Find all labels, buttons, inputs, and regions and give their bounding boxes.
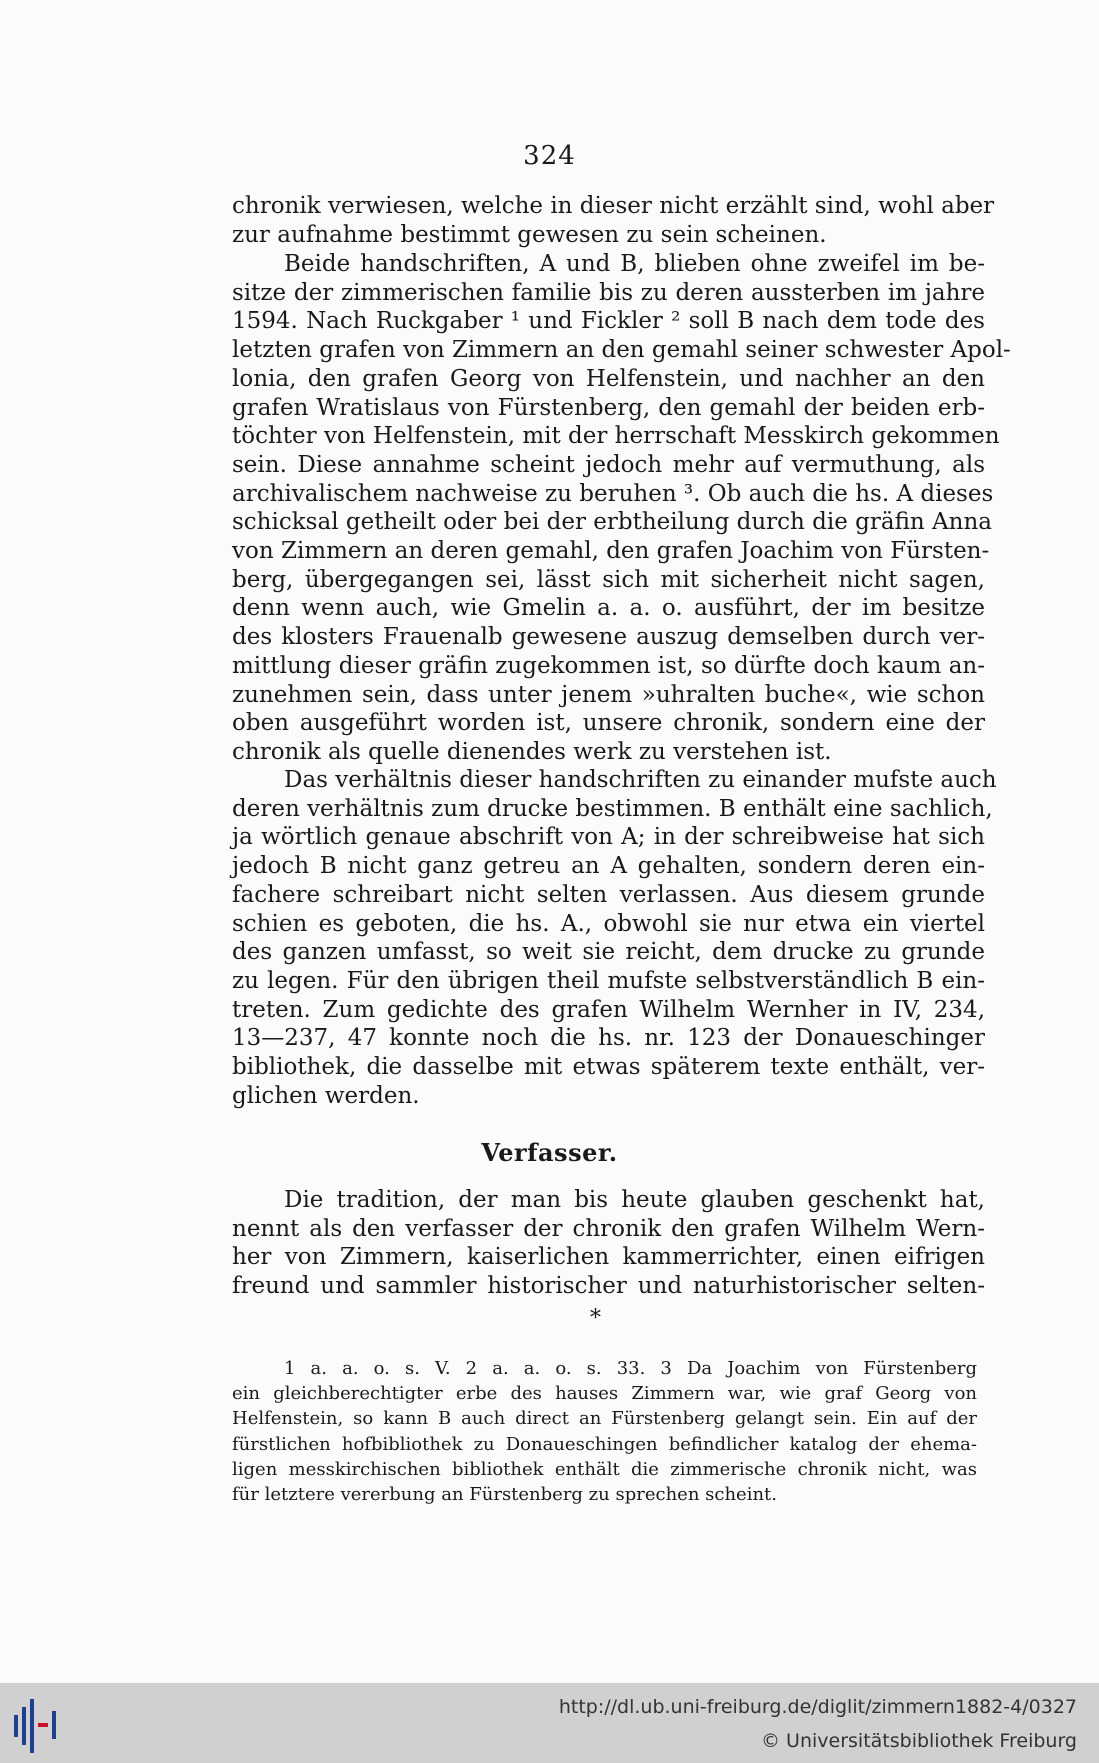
paragraph-handschriften: [232, 250, 1011, 767]
footnote-line: für letztere vererbung an Fürstenberg zu sprechen scheint.: [232, 1484, 778, 1506]
text-line: zunehmen sein, dass unter jenem »uhralten buche«, wie schon: [232, 681, 985, 708]
text-line: chronik verwiesen, welche in dieser nicht erzählt sind, wohl aber: [232, 193, 995, 219]
text-line: freund und sammler historischer und naturhistorischer selten-: [232, 1273, 985, 1300]
text-line: mittlung dieser gräfin zugekommen ist, so dürfte doch kaum an-: [232, 652, 985, 679]
text-line: deren verhältnis zum drucke bestimmen. B enthält eine sachlich,: [232, 795, 993, 822]
text-line: denn wenn auch, wie Gmelin a. a. o. ausführt, der im besitze: [232, 595, 985, 622]
text-line: Beide handschriften, A und B, blieben ohne zweifel im be-: [284, 251, 985, 277]
text-line: berg, übergegangen sei, lässt sich mit sicherheit nicht sagen,: [232, 566, 985, 593]
text-line: zu legen. Für den übrigen theil mufste selbstverständlich B ein-: [232, 967, 985, 994]
text-line: jedoch B nicht ganz getreu an A gehalten, sondern deren ein-: [232, 853, 985, 880]
footnote-line: ein gleichberechtigter erbe des hauses Zimmern war, wie graf Georg von: [232, 1383, 977, 1405]
text-line: des ganzen umfasst, so weit sie reicht, dem drucke zu grunde: [232, 939, 985, 966]
text-line: her von Zimmern, kaiserlichen kammerrichter, einen eifrigen: [232, 1244, 985, 1271]
text-line: sein. Diese annahme scheint jedoch mehr auf vermuthung, als: [232, 451, 985, 478]
text-line: ja wörtlich genaue abschrift von A; in der schreibweise hat sich: [232, 824, 985, 851]
page-number: 324: [523, 141, 576, 171]
footnote-line: 1 a. a. o. s. V. 2 a. a. o. s. 33. 3 Da Joachim von Fürstenberg: [284, 1358, 977, 1379]
paragraph-verhaeltnis: [232, 766, 997, 1110]
text-line: treten. Zum gedichte des grafen Wilhelm Wernher in IV, 234,: [232, 996, 985, 1023]
footnote-line: ligen messkirchischen bibliothek enthält die zimmerische chronik nicht, was: [232, 1458, 977, 1480]
ub-freiburg-logo-icon[interactable]: [8, 1697, 68, 1753]
text-line: glichen werden.: [232, 1082, 420, 1109]
text-line: letzten grafen von Zimmern an den gemahl seiner schwester Apol-: [232, 337, 1011, 364]
text-line: nennt als den verfasser der chronik den grafen Wilhelm Wern-: [232, 1215, 985, 1242]
footnote-line: fürstlichen hofbibliothek zu Donaueschingen befindlicher katalog der ehema-: [232, 1433, 977, 1455]
paragraph-continuation: [232, 192, 995, 249]
text-line: archivalischem nachweise zu beruhen ³. Ob auch die hs. A dieses: [232, 480, 994, 507]
text-line: grafen Wratislaus von Fürstenberg, den gemahl der beiden erb-: [232, 394, 985, 421]
footer-copyright: © Universitätsbibliothek Freiburg: [761, 1730, 1077, 1752]
text-line: schicksal getheilt oder bei der erbtheilung durch die gräfin Anna: [232, 509, 992, 536]
text-line: zur aufnahme bestimmt gewesen zu sein scheinen.: [232, 221, 827, 248]
text-line: fachere schreibart nicht selten verlassen. Aus diesem grunde: [232, 881, 985, 908]
text-line: bibliothek, die dasselbe mit etwas späterem texte enthält, ver-: [232, 1054, 985, 1081]
text-line: 13—237, 47 konnte noch die hs. nr. 123 der Donaueschinger: [232, 1025, 985, 1052]
footer-bar: [0, 1683, 1099, 1763]
footer-url-link[interactable]: http://dl.ub.uni-freiburg.de/diglit/zimmern1882-4/0327: [558, 1696, 1077, 1718]
footnote-line: Helfenstein, so kann B auch direct an Fürstenberg gelangt sein. Ein auf der: [232, 1408, 977, 1430]
text-line: oben ausgeführt worden ist, unsere chronik, sondern eine der: [232, 710, 985, 737]
footnotes: [232, 1356, 977, 1507]
text-line: Die tradition, der man bis heute glauben geschenkt hat,: [284, 1187, 985, 1213]
section-heading: Verfasser.: [481, 1138, 618, 1167]
text-line: Das verhältnis dieser handschriften zu einander mufste auch: [284, 767, 997, 793]
text-line: 1594. Nach Ruckgaber ¹ und Fickler ² soll B nach dem tode des: [232, 308, 985, 335]
text-line: chronik als quelle dienendes werk zu verstehen ist.: [232, 738, 832, 765]
text-line: von Zimmern an deren gemahl, den grafen Joachim von Fürsten-: [232, 538, 990, 565]
text-line: des klosters Frauenalb gewesene auszug demselben durch ver-: [232, 624, 985, 651]
text-line: lonia, den grafen Georg von Helfenstein, und nachher an den: [232, 365, 985, 392]
text-line: schien es geboten, die hs. A., obwohl sie nur etwa ein viertel: [232, 910, 985, 937]
text-line: töchter von Helfenstein, mit der herrschaft Messkirch gekommen: [232, 423, 1000, 450]
separator-star: *: [590, 1306, 601, 1331]
text-line: sitze der zimmerischen familie bis zu deren aussterben im jahre: [232, 279, 985, 306]
paragraph-tradition: [232, 1186, 985, 1301]
